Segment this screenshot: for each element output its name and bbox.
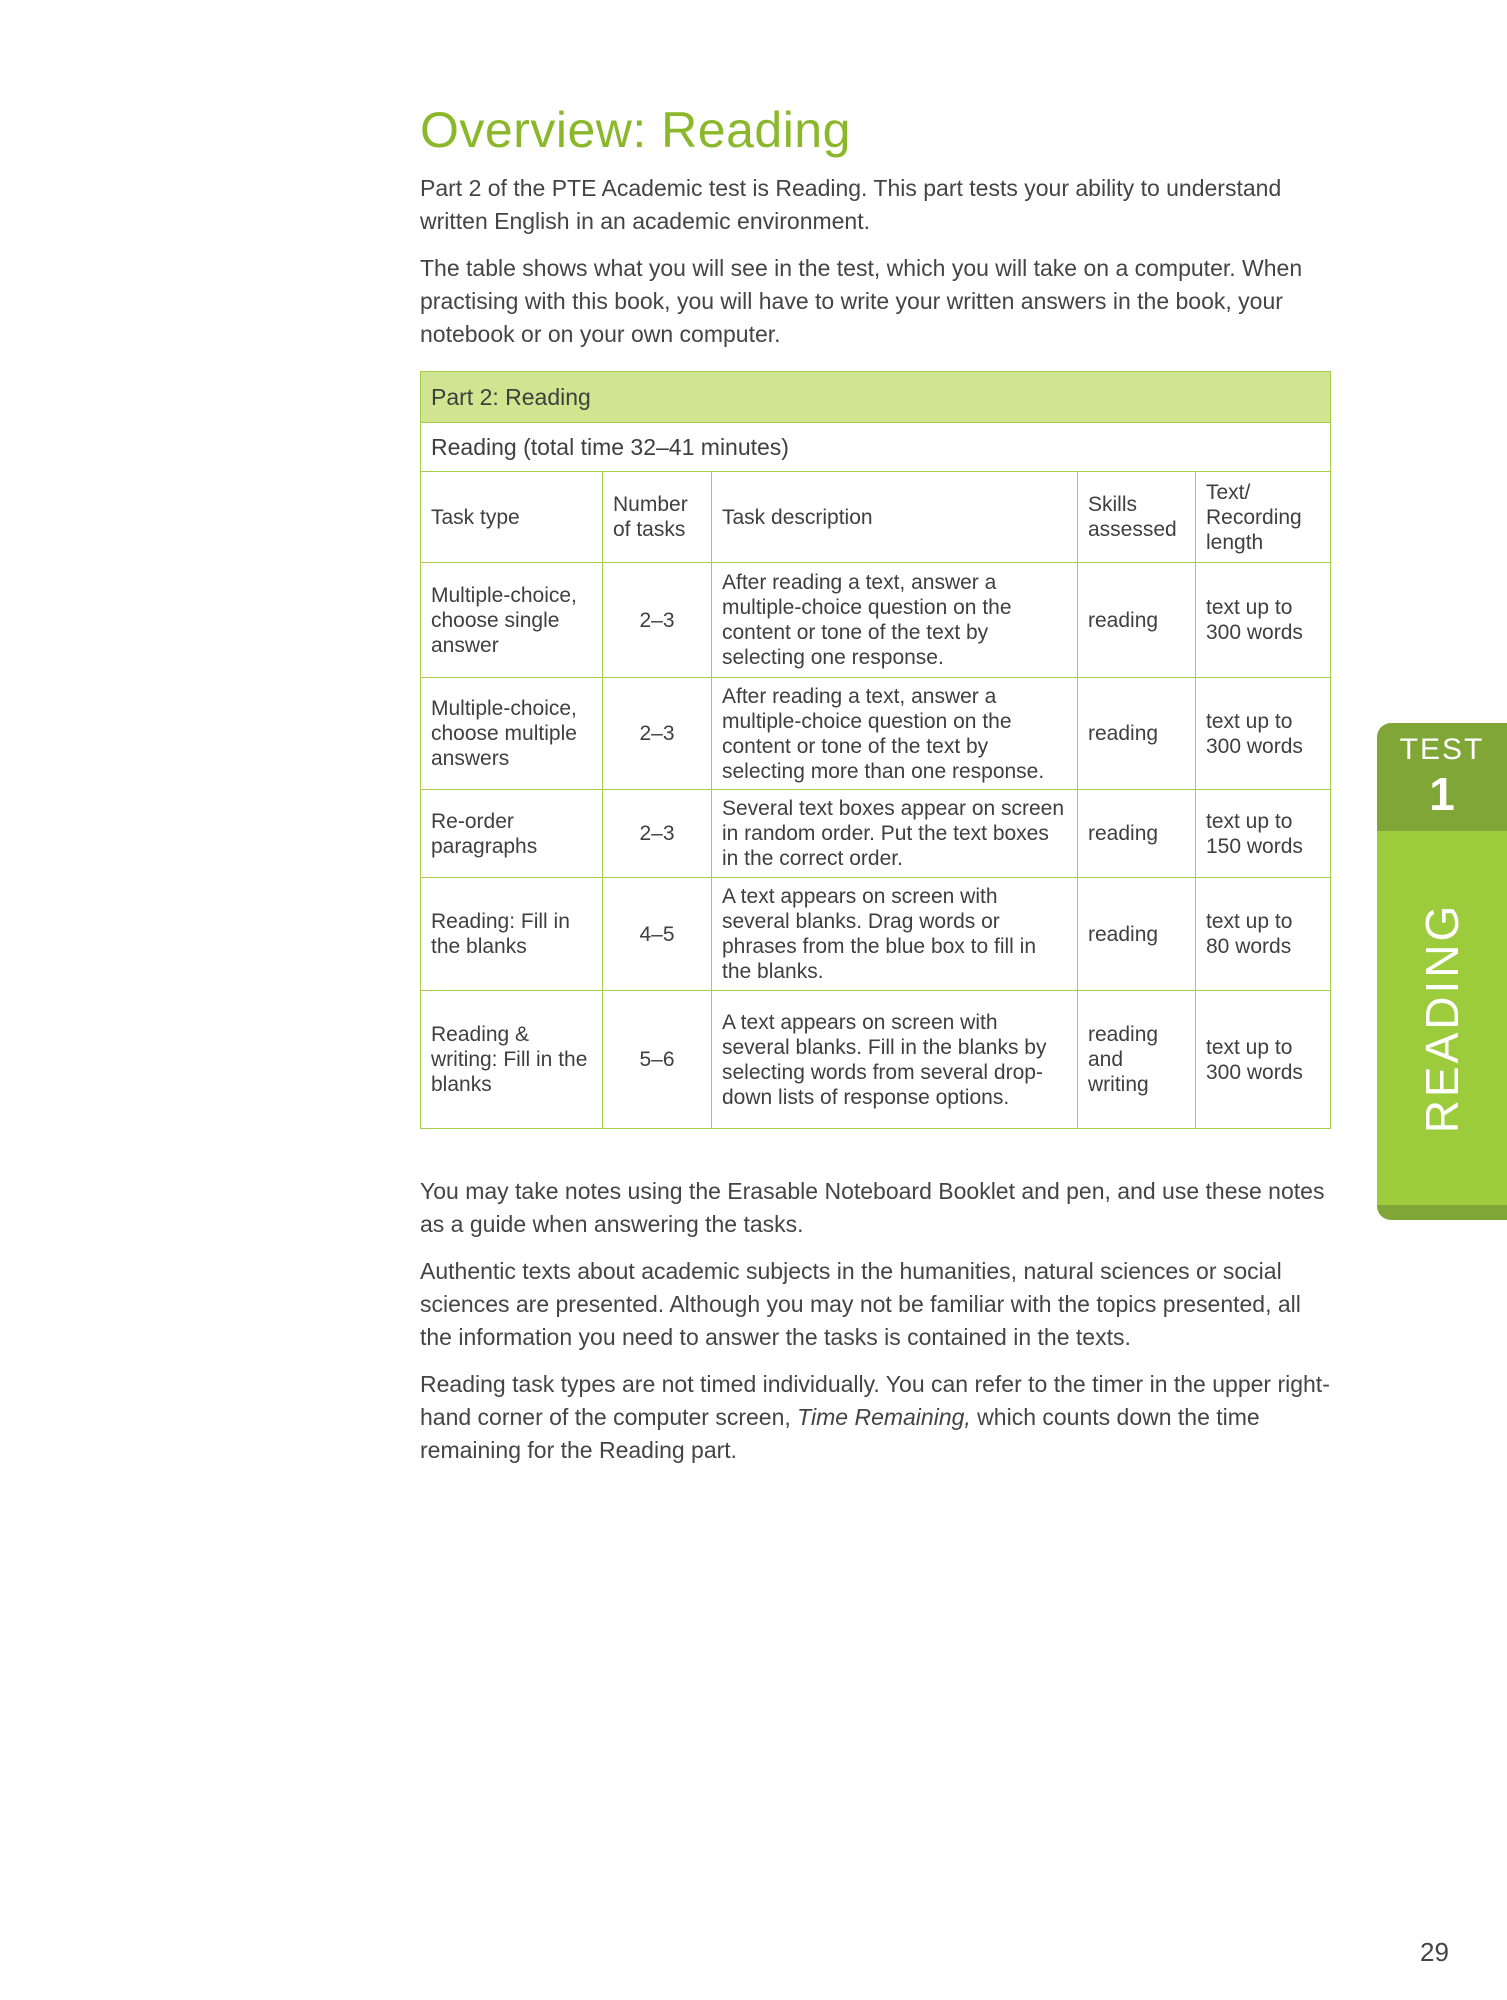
- page-title: Overview: Reading: [420, 102, 851, 158]
- side-tab-test-number: 1: [1429, 768, 1455, 820]
- table-row: [421, 991, 1331, 1129]
- task-type-cell: Reading: Fill in the blanks: [421, 878, 603, 991]
- description-cell: After reading a text, answer a multiple-choice question on the content or tone of the text by selecting one response.: [712, 563, 1078, 678]
- side-tab-top: [1377, 723, 1507, 831]
- page-content: [420, 100, 1330, 1481]
- table-row: [421, 790, 1331, 878]
- length-cell: text up to 300 words: [1196, 678, 1331, 790]
- section-side-tab: [1377, 723, 1507, 1220]
- texts-paragraph: Authentic texts about academic subjects in the humanities, natural sciences or social sciences are presented. Although you may not be familiar with the topics presented, all the information you need to answer the tasks is contained in the texts.: [420, 1258, 1301, 1350]
- description-cell: A text appears on screen with several blanks. Drag words or phrases from the blue box to fill in the blanks.: [712, 878, 1078, 991]
- table-row: [421, 878, 1331, 991]
- intro-paragraph-1: Part 2 of the PTE Academic test is Reading. This part tests your ability to understand written English in an academic environment.: [420, 175, 1282, 234]
- length-cell: text up to 150 words: [1196, 790, 1331, 878]
- description-cell: After reading a text, answer a multiple-choice question on the content or tone of the text by selecting more than one response.: [712, 678, 1078, 790]
- skills-cell: reading: [1078, 563, 1196, 678]
- table-column-headers: [421, 472, 1331, 563]
- skills-cell: reading: [1078, 790, 1196, 878]
- column-header-description: Task description: [712, 472, 1078, 563]
- column-header-number: Number of tasks: [603, 472, 712, 563]
- timer-text-end: which counts down the time remaining for the Reading part.: [420, 1404, 1260, 1463]
- time-remaining-label: Time Remaining,: [797, 1404, 971, 1430]
- side-tab-bottom: [1377, 1205, 1507, 1220]
- side-tab-test-label: TEST: [1399, 733, 1485, 766]
- side-tab-section-label: READING: [1416, 902, 1468, 1134]
- description-cell: Several text boxes appear on screen in random order. Put the text boxes in the correct order.: [712, 790, 1078, 878]
- timer-text-start: Reading task types are not timed individually. You can refer to the timer in the upper right-hand corner of the computer screen,: [420, 1371, 1330, 1430]
- intro-paragraph-2: The table shows what you will see in the test, which you will take on a computer. When practising with this book, you will have to write your written answers in the book, your notebook or on your own computer.: [420, 255, 1303, 347]
- notes-paragraph: You may take notes using the Erasable Noteboard Booklet and pen, and use these notes as a guide when answering the tasks.: [420, 1178, 1325, 1237]
- length-cell: text up to 300 words: [1196, 991, 1331, 1129]
- page-number: 29: [1420, 1937, 1449, 1967]
- column-header-skills: Skills assessed: [1078, 472, 1196, 563]
- column-header-length: Text/ Recording length: [1196, 472, 1331, 563]
- table-subheading: Reading (total time 32–41 minutes): [421, 423, 1331, 472]
- task-type-cell: Reading & writing: Fill in the blanks: [421, 991, 603, 1129]
- task-type-cell: Multiple-choice, choose multiple answers: [421, 678, 603, 790]
- table-row: [421, 563, 1331, 678]
- table-row: [421, 678, 1331, 790]
- number-cell: 2–3: [603, 563, 712, 678]
- table-heading: Part 2: Reading: [421, 372, 1331, 423]
- side-tab-body: [1377, 831, 1507, 1205]
- number-cell: 5–6: [603, 991, 712, 1129]
- length-cell: text up to 300 words: [1196, 563, 1331, 678]
- reading-tasks-table: [420, 371, 1331, 1129]
- timer-paragraph: [420, 1368, 1330, 1467]
- skills-cell: reading: [1078, 678, 1196, 790]
- task-type-cell: Re-order paragraphs: [421, 790, 603, 878]
- number-cell: 2–3: [603, 790, 712, 878]
- length-cell: text up to 80 words: [1196, 878, 1331, 991]
- number-cell: 2–3: [603, 678, 712, 790]
- description-cell: A text appears on screen with several blanks. Fill in the blanks by selecting words from several drop-down lists of response options.: [712, 991, 1078, 1129]
- task-type-cell: Multiple-choice, choose single answer: [421, 563, 603, 678]
- column-header-task-type: Task type: [421, 472, 603, 563]
- skills-cell: reading: [1078, 878, 1196, 991]
- skills-cell: reading and writing: [1078, 991, 1196, 1129]
- number-cell: 4–5: [603, 878, 712, 991]
